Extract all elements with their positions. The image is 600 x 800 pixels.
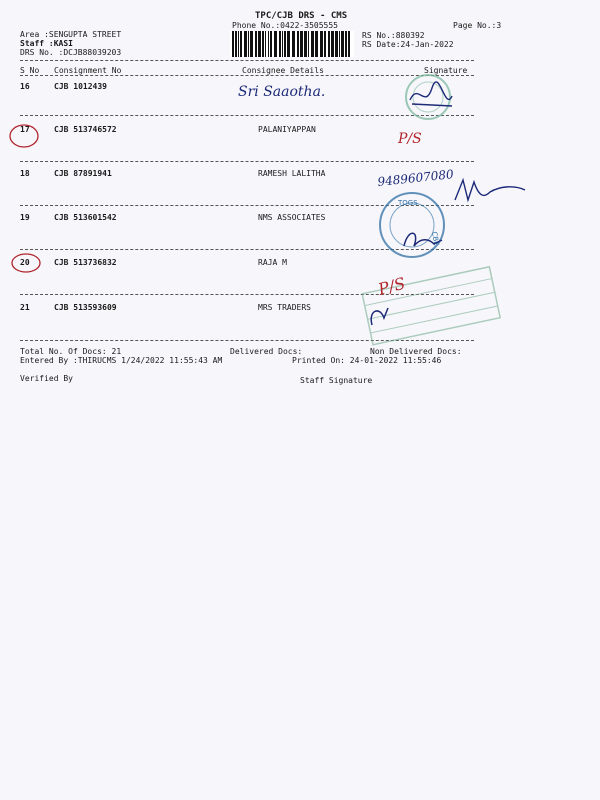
row-sno: 17 [20, 125, 30, 134]
svg-text:TOGS: TOGS [398, 199, 418, 207]
row-sno: 21 [20, 303, 30, 312]
ps-mark-stamp: P/S [376, 273, 408, 299]
row-sno: 19 [20, 213, 30, 222]
rs-date: RS Date:24-Jan-2022 [362, 40, 454, 49]
printed-on: Printed On: 24-01-2022 11:55:46 [292, 356, 442, 365]
row-consignee: PALANIYAPPAN [258, 125, 316, 134]
svg-text:CBE: CBE [430, 230, 441, 247]
row-consignment: CJB 1012439 [54, 82, 107, 91]
row-consignee: RAMESH LALITHA [258, 169, 326, 178]
row-consignee: MRS TRADERS [258, 303, 311, 312]
phone-number: Phone No.:0422-3505555 [232, 21, 338, 30]
document-title: TPC/CJB DRS - CMS [255, 11, 348, 21]
row-consignee: NMS ASSOCIATES [258, 213, 326, 222]
ps-mark: P/S [398, 131, 422, 147]
non-delivered-docs: Non Delivered Docs: [370, 347, 462, 356]
row-consignment: CJB 513593609 [54, 303, 117, 312]
handwritten-phone: 9489607080 [376, 167, 455, 189]
row-consignee: RAJA M [258, 258, 287, 267]
total-docs: Total No. Of Docs: 21 [20, 347, 122, 356]
red-circle-20 [12, 254, 40, 272]
column-header-consignee: Consignee Details [242, 66, 324, 75]
row-consignment: CJB 87891941 [54, 169, 112, 178]
page-number: Page No.:3 [453, 21, 502, 30]
rs-number: RS No.:880392 [362, 31, 425, 40]
row-consignment: CJB 513736832 [54, 258, 117, 267]
staff-signature-label: Staff Signature [300, 376, 373, 385]
column-header-signature: Signature [424, 66, 468, 75]
company-stamp-1 [406, 75, 450, 119]
area-label: Area :SENGUPTA STREET [20, 30, 122, 39]
entered-by: Entered By :THIRUCMS 1/24/2022 11:55:43 AM [20, 356, 223, 365]
drs-number: DRS No. :DCJB88039203 [20, 48, 122, 57]
red-circle-17 [10, 125, 38, 147]
column-header-sno: S No [20, 66, 40, 75]
staff-label: Staff :KASI [20, 39, 73, 48]
row-sno: 20 [20, 258, 30, 267]
handwritten-name: Sri Saaotha. [238, 84, 326, 100]
column-header-consignment: Consignment No [54, 66, 122, 75]
signature-18 [455, 180, 525, 200]
row-consignment: CJB 513601542 [54, 213, 117, 222]
verified-by-label: Verified By [20, 374, 73, 383]
row-sno: 16 [20, 82, 30, 91]
row-sno: 18 [20, 169, 30, 178]
delivered-docs: Delivered Docs: [230, 347, 303, 356]
company-stamp-2 [380, 193, 444, 257]
row-consignment: CJB 513746572 [54, 125, 117, 134]
